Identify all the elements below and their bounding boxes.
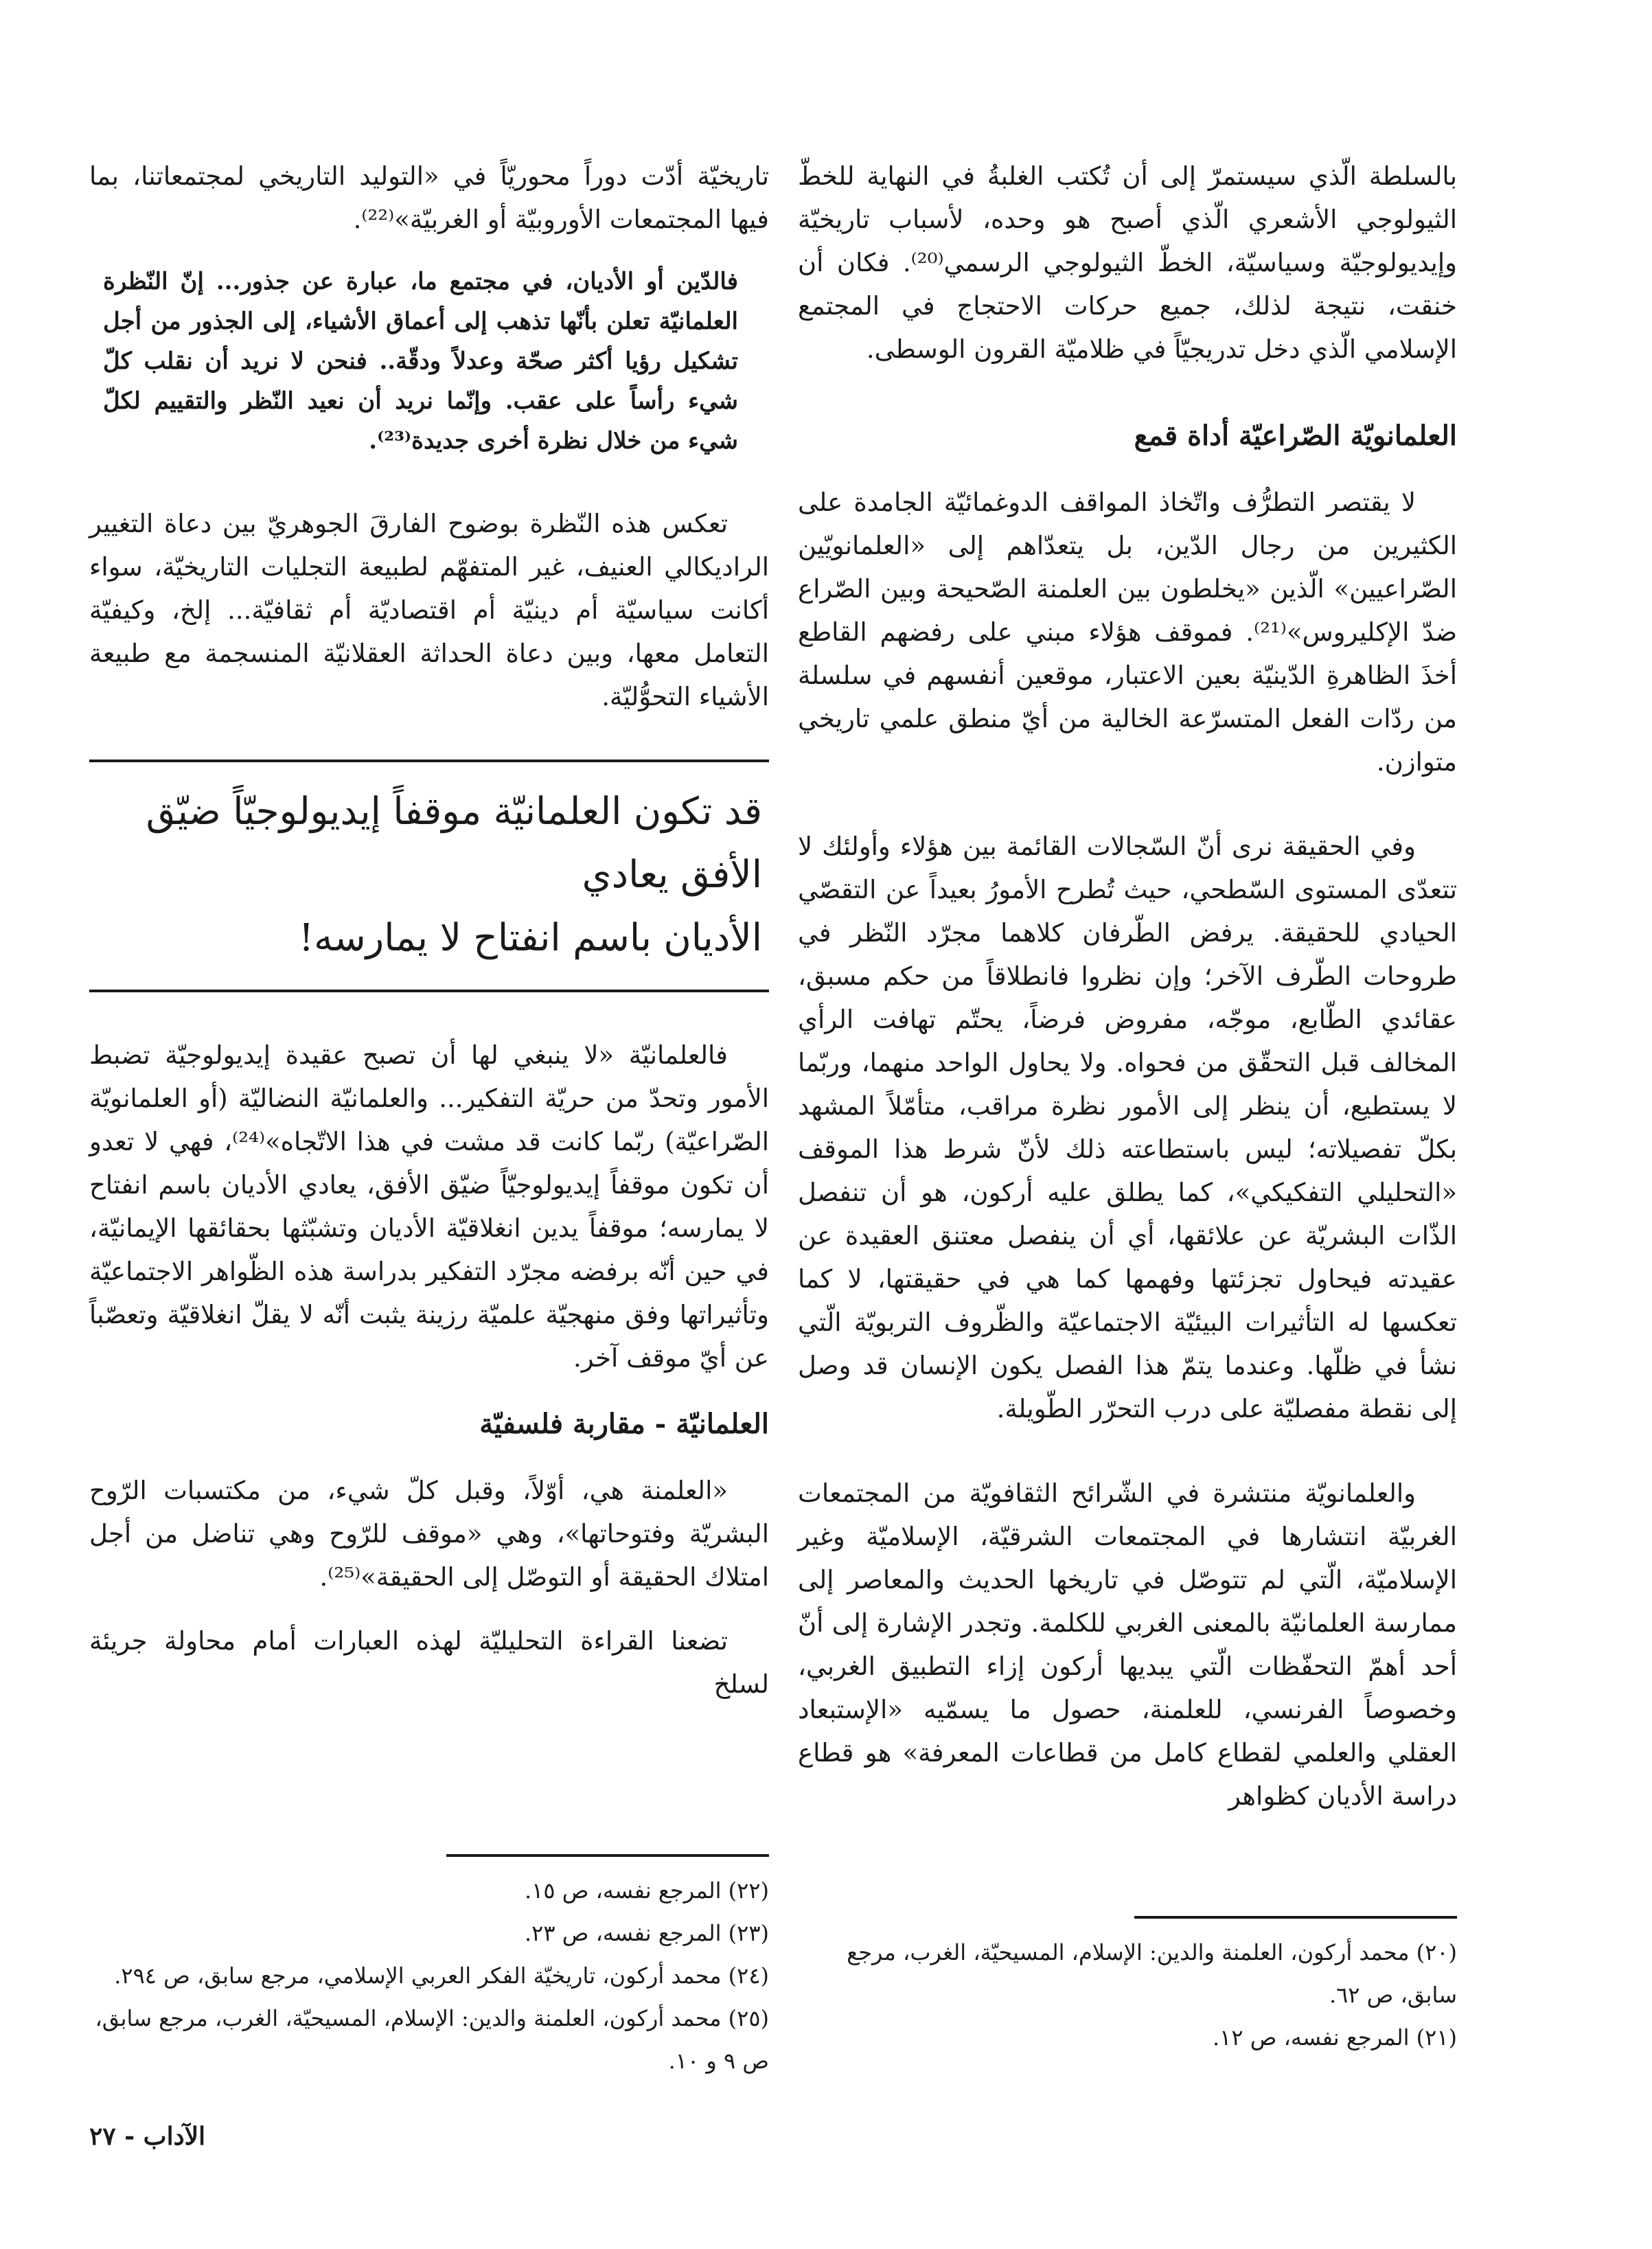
paragraph: بالسلطة الّذي سيستمرّ إلى أن تُكتب الغلبةُ في النهاية للخطّ الثيولوجي الأشعري الّذي أصبح هو وحده، لأسباب تاريخيّة وإيديولوجيّة وسياسيّة، الخطّ الثيولوجي الرسمي⁽²⁰⁾. فكان أن خنقت، نتيجة لذلك، جميع حركات الاحتجاج في المجتمع الإسلامي الّذي دخل تدريجيّاً في ظلاميّة القرون الوسطى. [798, 161, 1457, 364]
paragraph: تعكس هذه النّظرة بوضوح الفارقَ الجوهريّ بين دعاة التغيير الراديكالي العنيف، غير المتفهّم لطبيعة التجليات التاريخيّة، سواء أكانت سياسيّة أم دينيّة أم اقتصاديّة أم ثقافيّة... إلخ، وكيفيّة التعامل معها، وبين دعاة الحداثة العقلانيّة المنسجمة مع طبيعة الأشياء التحوُّليّة. [89, 509, 769, 711]
footnote: (٢٠) محمد أركون، العلمنة والدين: الإسلام، المسيحيّة، الغرب، مرجع سابق، ص ٦٢. [847, 1939, 1457, 2008]
footnote: (٢٢) المرجع نفسه، ص ١٥. [525, 1877, 769, 1904]
paragraph: والعلمانويّة منتشرة في الشّرائح الثقافويّة من المجتمعات الغربيّة انتشارها في المجتمعات الشرقيّة، الإسلاميّة وغير الإسلاميّة، الّتي لم تتوصّل في تاريخها الحديث والمعاصر إلى ممارسة العلمانيّة بالمعنى الغربي للكلمة. وتجدر الإشارة إلى أنّ أحد أهمّ التحفّظات الّتي يبديها أركون إزاء التطبيق الغربي، وخصوصاً الفرنسي، للعلمنة، حصول ما يسمّيه «الإستبعاد العقلي والعلمي لقطاع كامل من قطاعات المعرفة» هو قطاع دراسة الأديان كظواهر [798, 1479, 1457, 1811]
block-quote-text: فالدّين أو الأديان، في مجتمع ما، عبارة عن جذور... إنّ النّظرة العلمانيّة تعلن بأنّها تذهب إلى أعماق الأشياء، إلى الجذور من أجل تشكيل رؤيا أكثر صحّة وعدلاً ودقّة.. فنحن لا نريد أن نقلب كلّ شيء رأساً على عقب. وإنّما نريد أن نعيد النّظر والتقييم لكلّ شيء من خلال نظرة أخرى جديدة⁽²³⁾. [103, 268, 738, 455]
paragraph: وفي الحقيقة نرى أنّ السّجالات القائمة بين هؤلاء وأولئك لا تتعدّى المستوى السّطحي، حيث تُطرح الأمورُ بعيداً عن التقصّي الحيادي للحقيقة. يرفض الطّرفان كلاهما مجرّد النّظر في طروحات الطّرف الآخر؛ وإن نظروا فانطلاقاً من حكم مسبق، عقائدي الطّابع، موجّه، مفروض فرضاً، يحتّم تهافت الرأي المخالف قبل التحقّق من فحواه. ولا يحاول الواحد منهما، وربّما لا يستطيع، أن ينظر إلى الأمور نظرة مراقب، متأمّلاً المشهد بكلّ تفصيلاته؛ ليس باستطاعته ذلك لأنّ شرط هذا الموقف «التحليلي التفكيكي»، كما يطلق عليه أركون، هو أن تنفصل الذّات البشريّة عن علائقها، أي أن ينفصل معتنق العقيدة عن عقيدته فيحاول تجزئتها وفهمها كما هي في حقيقتها، لا كما تعكسها له التأثيرات البيئيّة الاجتماعيّة والظّروف التربويّة الّتي نشأ في ظلّها. وعندما يتمّ هذا الفصل يكون الإنسان قد وصل إلى نقطة مفصليّة على درب التحرّر الطّويلة. [798, 832, 1457, 1424]
paragraph: لا يقتصر التطرُّف واتّخاذ المواقف الدوغمائيّة الجامدة على الكثيرين من رجال الدّين، بل يتعدّاهم إلى «العلمانويّين الصّراعيين» الّذين «يخلطون بين العلمنة الصّحيحة وبين الصّراع ضدّ الإكليروس»⁽²¹⁾. فموقف هؤلاء مبني على رفضهم القاطع أخذَ الظاهرةِ الدّينيّة بعين الاعتبار، موقعين أنفسهم في سلسلة من ردّات الفعل المتسرّعة الخالية من أيّ منطق علمي تاريخي متوازن. [798, 488, 1457, 777]
right-column [798, 155, 1457, 1818]
paragraph: تضعنا القراءة التحليليّة لهذه العبارات أمام محاولة جريئة لسلخ [89, 1626, 769, 1699]
footnote: (٢١) المرجع نفسه، ص ١٢. [1213, 2024, 1457, 2051]
pull-quote-line: الأديان باسم انفتاح لا يمارسه! [298, 915, 762, 959]
section-heading: العلمانويّة الصّراعيّة أداة قمع [1134, 420, 1457, 452]
left-column [89, 155, 769, 1706]
footnote: (٢٥) محمد أركون، العلمنة والدين: الإسلام، المسيحيّة، الغرب، مرجع سابق، ص ٩ و ١٠. [95, 2005, 769, 2074]
pull-quote-line: قد تكون العلمانيّة موقفاً إيديولوجيّاً ضيّق الأفق يعادي [146, 789, 762, 896]
footnotes-left [89, 1854, 769, 2082]
paragraph: «العلمنة هي، أوّلاً، وقبل كلّ شيء، من مكتسبات الرّوح البشريّة وفتوحاتها»، وهي «موقف للرّوح وهي تناضل من أجل امتلاك الحقيقة أو التوصّل إلى الحقيقة»⁽²⁵⁾. [89, 1476, 769, 1592]
footnote: (٢٤) محمد أركون، تاريخيّة الفكر العربي الإسلامي، مرجع سابق، ص ٢٩٤. [114, 1963, 769, 1989]
footnotes-right [798, 1916, 1457, 2059]
paragraph: فالعلمانيّة «لا ينبغي لها أن تصبح عقيدة إيديولوجيّة تضبط الأمور وتحدّ من حريّة التفكير... والعلمانيّة النضاليّة (أو العلمانويّة الصّراعيّة) ربّما كانت قد مشت في هذا الاتّجاه»⁽²⁴⁾، فهي لا تعدو أن تكون موقفاً إيديولوجيّاً ضيّق الأفق، يعادي الأديان باسم انفتاح لا يمارسه؛ موقفاً يدين انغلاقيّة الأديان وتشبّثها بحقائقها الإيمانيّة، في حين أنّه برفضه مجرّد التفكير بدراسة هذه الظّواهر الاجتماعيّة وتأثيراتها وفق منهجيّة علميّة رزينة يثبت أنّه لا يقلّ انغلاقيّة وتعصّباً عن أيّ موقف آخر. [89, 1040, 769, 1373]
page-footer: الآداب - ٢٧ [89, 2122, 206, 2151]
footnote-divider [1134, 1916, 1457, 1919]
section-heading: العلمانيّة - مقاربة فلسفيّة [479, 1408, 769, 1440]
pull-quote [89, 762, 769, 990]
block-quote [89, 262, 769, 461]
paragraph: تاريخيّة أدّت دوراً محوريّاً في «التوليد التاريخي لمجتمعاتنا، بما فيها المجتمعات الأوروبيّة أو الغربيّة»⁽²²⁾. [89, 161, 769, 234]
footnote: (٢٣) المرجع نفسه، ص ٢٣. [525, 1920, 769, 1946]
footnote-divider [446, 1854, 769, 1857]
